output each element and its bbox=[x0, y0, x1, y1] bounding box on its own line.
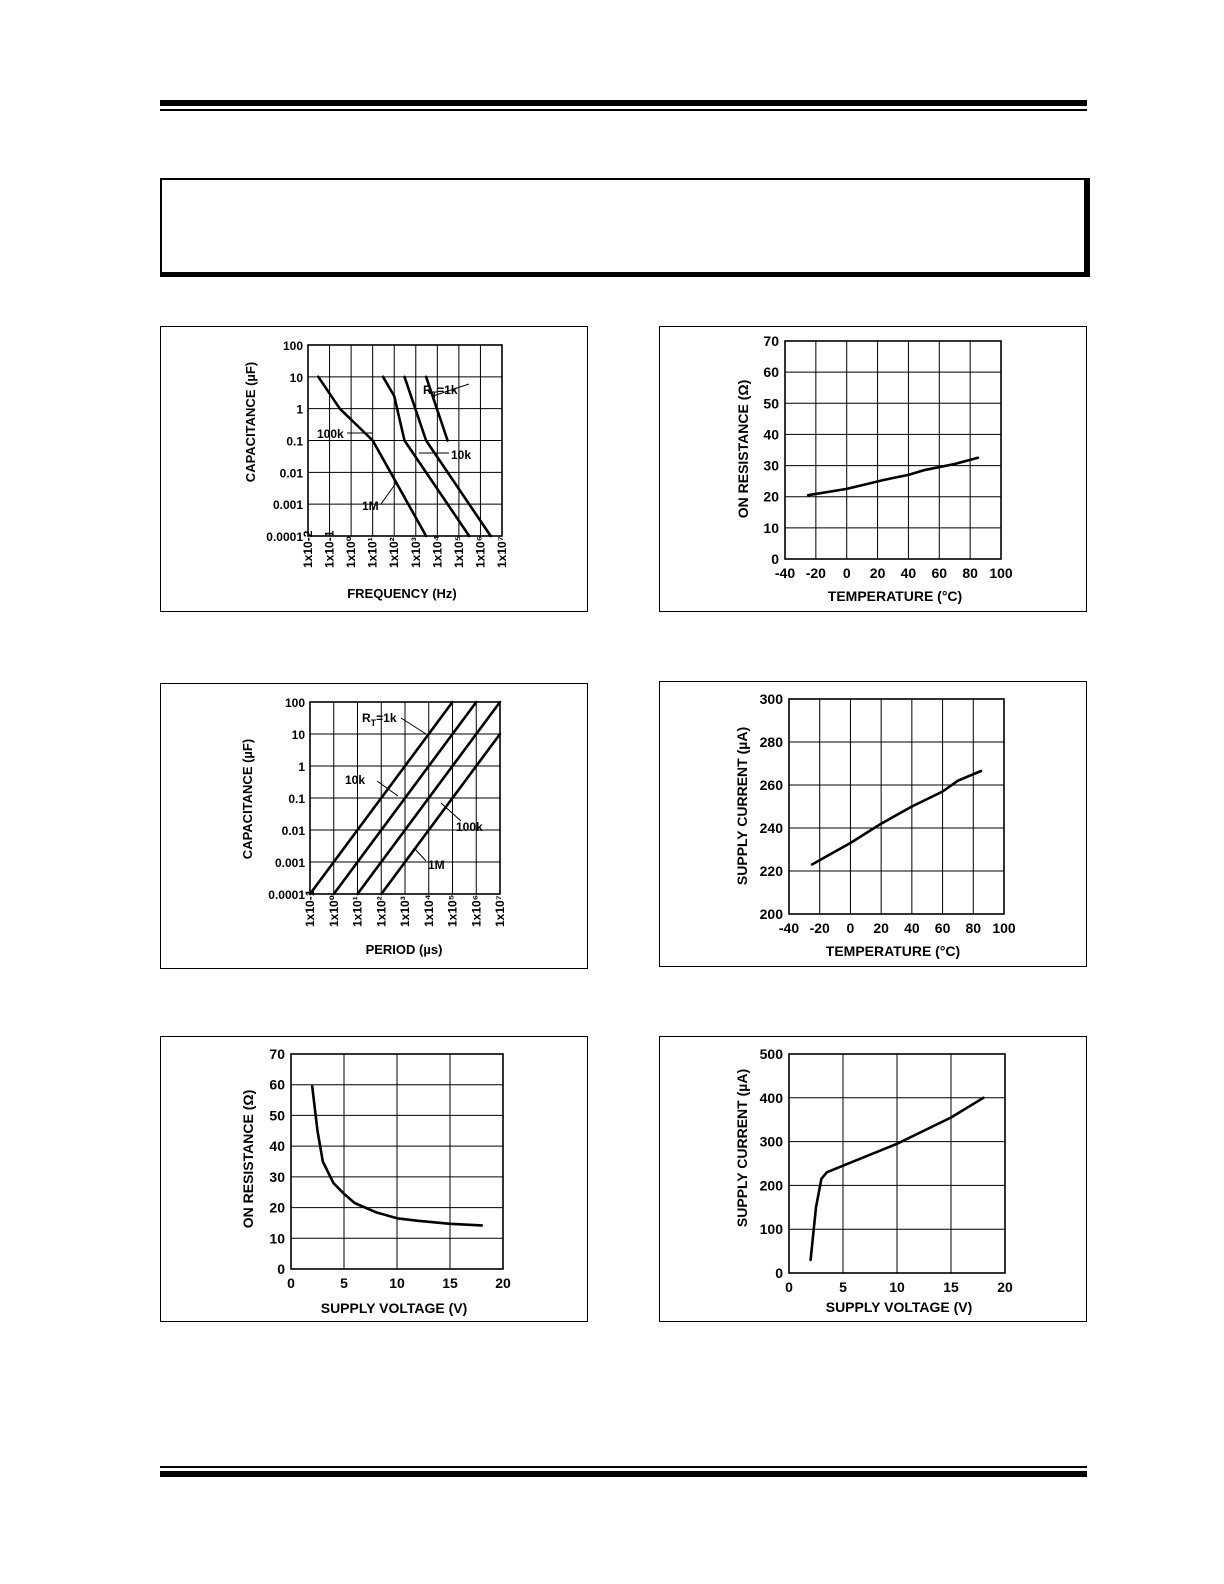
x-tick-label: 100 bbox=[989, 565, 1013, 581]
y-tick-label: 60 bbox=[763, 364, 779, 381]
x-tick-label: 1x10⁷ bbox=[495, 536, 509, 568]
y-tick-label: 0 bbox=[775, 1265, 783, 1281]
x-tick-label: 0 bbox=[287, 1275, 295, 1291]
header-rule-thin bbox=[160, 109, 1087, 111]
y-tick-label: 50 bbox=[269, 1107, 285, 1124]
y-tick-label: 50 bbox=[763, 395, 779, 412]
x-tick-label: 1x10⁷ bbox=[493, 895, 507, 927]
x-tick-label: 1x10-1 bbox=[322, 530, 337, 568]
y-tick-label: 20 bbox=[763, 488, 779, 505]
x-tick-label: -20 bbox=[809, 920, 830, 936]
annotation-label: $R_T=1k$ bbox=[362, 711, 397, 728]
annotation-label: $R_T=1k$ bbox=[423, 383, 458, 400]
x-tick-label: 10 bbox=[389, 1275, 405, 1291]
y-tick-label: 0.01 bbox=[281, 824, 305, 838]
y-tick-label: 100 bbox=[282, 339, 303, 353]
x-tick-label: 1x10² bbox=[374, 896, 389, 927]
axis-title-x: SUPPLY VOLTAGE (V) bbox=[825, 1299, 973, 1315]
y-tick-label: 0 bbox=[771, 551, 779, 567]
x-tick-label: 5 bbox=[839, 1279, 847, 1295]
y-tick-label: 400 bbox=[759, 1089, 783, 1106]
x-tick-label: 60 bbox=[934, 920, 951, 936]
annotation-label: 100k bbox=[317, 427, 344, 441]
y-tick-label: 10 bbox=[269, 1230, 285, 1247]
axis-title-x: FREQUENCY (Hz) bbox=[347, 586, 457, 601]
annotation-leader bbox=[377, 781, 398, 796]
y-tick-label: 0.01 bbox=[279, 466, 303, 481]
chart-capacitance-vs-period bbox=[161, 684, 587, 968]
header-box bbox=[160, 178, 1090, 277]
x-tick-label: 0 bbox=[785, 1279, 793, 1295]
x-tick-label: 80 bbox=[962, 565, 978, 581]
x-tick-label: 1x10⁶ bbox=[473, 535, 488, 568]
chart-panel-capacitance-vs-period bbox=[160, 683, 588, 969]
y-tick-label: 0 bbox=[277, 1261, 285, 1277]
x-tick-label: 1x10¹ bbox=[365, 537, 380, 568]
x-tick-label: 100 bbox=[992, 920, 1016, 936]
axis-title-y: CAPACITANCE (µF) bbox=[243, 361, 258, 483]
axis-title-x: TEMPERATURE (°C) bbox=[825, 943, 961, 959]
x-tick-label: 1x10³ bbox=[398, 896, 412, 927]
y-tick-label: 30 bbox=[269, 1168, 285, 1185]
annotation-label: 1M bbox=[428, 858, 445, 872]
y-tick-label: 1 bbox=[298, 760, 305, 774]
chart-on-resistance-vs-supply-voltage bbox=[161, 1037, 587, 1321]
axis-title-x: TEMPERATURE (°C) bbox=[827, 588, 963, 604]
x-tick-label: 60 bbox=[931, 565, 948, 581]
gridlines bbox=[789, 1054, 1005, 1273]
chart-panel-capacitance-vs-frequency bbox=[160, 326, 588, 612]
x-tick-label: 10 bbox=[889, 1279, 905, 1295]
annotation-label: 100k bbox=[456, 820, 483, 834]
y-tick-label: 40 bbox=[763, 426, 779, 443]
x-tick-label: 1x10⁰ bbox=[326, 895, 341, 927]
x-tick-label: 80 bbox=[965, 920, 982, 936]
axis-title-y: SUPPLY CURRENT (µA) bbox=[734, 726, 750, 886]
plot-frame bbox=[789, 699, 1004, 914]
footer-rule-thin bbox=[160, 1466, 1087, 1468]
x-tick-label: 1x10⁶ bbox=[469, 894, 484, 927]
y-tick-label: 300 bbox=[759, 691, 783, 707]
axis-title-y: SUPPLY CURRENT (µA) bbox=[734, 1068, 750, 1228]
header-rule-thick bbox=[160, 100, 1087, 106]
x-tick-label: 15 bbox=[943, 1279, 959, 1295]
y-tick-label: 100 bbox=[284, 696, 305, 710]
y-tick-label: 260 bbox=[759, 777, 783, 793]
y-tick-label: 200 bbox=[759, 1177, 783, 1194]
x-tick-label: -20 bbox=[805, 565, 826, 581]
x-tick-label: -40 bbox=[778, 920, 800, 936]
y-tick-label: 0.0001 bbox=[268, 888, 305, 902]
y-tick-label: 100 bbox=[759, 1221, 783, 1238]
x-tick-label: 20 bbox=[997, 1279, 1013, 1295]
y-tick-label: 200 bbox=[759, 906, 783, 922]
y-tick-label: 0.0001 bbox=[266, 530, 303, 544]
y-tick-label: 220 bbox=[759, 863, 783, 879]
y-tick-label: 0.001 bbox=[274, 856, 305, 870]
axis-title-y: ON RESISTANCE (Ω) bbox=[240, 1089, 256, 1229]
annotation-label: 10k bbox=[345, 773, 366, 787]
axis-title-x: PERIOD (µs) bbox=[365, 942, 443, 957]
x-tick-label: 0 bbox=[846, 920, 855, 936]
x-tick-label: 20 bbox=[869, 565, 886, 581]
series-line-0 bbox=[808, 458, 978, 495]
series-line-10k bbox=[405, 377, 491, 536]
x-tick-label: 1x10⁵ bbox=[445, 894, 460, 927]
x-tick-label: 1x10² bbox=[387, 537, 402, 568]
x-tick-label: -40 bbox=[774, 565, 796, 581]
y-tick-label: 500 bbox=[759, 1046, 783, 1062]
chart-panel-on-resistance-vs-temperature bbox=[659, 326, 1087, 612]
chart-on-resistance-vs-temperature bbox=[660, 327, 1086, 611]
annotation-leader bbox=[441, 803, 461, 821]
y-tick-label: 10 bbox=[763, 519, 779, 536]
y-tick-label: 10 bbox=[291, 728, 305, 742]
chart-supply-current-vs-supply-voltage bbox=[660, 1037, 1086, 1321]
axis-title-y: CAPACITANCE (µF) bbox=[240, 738, 255, 860]
chart-panel-supply-current-vs-temperature bbox=[659, 681, 1087, 967]
y-tick-label: 280 bbox=[759, 734, 783, 750]
annotation-label: 1M bbox=[362, 499, 379, 513]
x-tick-label: 5 bbox=[340, 1275, 348, 1291]
x-tick-label: 15 bbox=[442, 1275, 458, 1291]
chart-capacitance-vs-frequency bbox=[161, 327, 587, 611]
y-tick-label: 0.1 bbox=[288, 792, 305, 806]
axis-title-x: SUPPLY VOLTAGE (V) bbox=[320, 1300, 468, 1316]
x-tick-label: 20 bbox=[495, 1275, 511, 1291]
x-tick-label: 1x10⁰ bbox=[344, 536, 359, 568]
x-tick-label: 20 bbox=[873, 920, 889, 936]
plot-frame bbox=[785, 341, 1001, 559]
gridlines bbox=[785, 341, 1001, 559]
chart-panel-supply-current-vs-supply-voltage bbox=[659, 1036, 1087, 1322]
gridlines bbox=[789, 699, 1004, 914]
chart-supply-current-vs-temperature bbox=[660, 682, 1086, 966]
chart-panel-on-resistance-vs-supply-voltage bbox=[160, 1036, 588, 1322]
y-tick-label: 70 bbox=[269, 1046, 285, 1062]
x-tick-label: 1x10⁵ bbox=[451, 535, 466, 568]
y-tick-label: 20 bbox=[269, 1199, 285, 1216]
y-tick-label: 0.001 bbox=[272, 498, 303, 513]
x-tick-label: 1x10⁴ bbox=[430, 535, 445, 568]
footer-rule-thick bbox=[160, 1471, 1087, 1477]
x-tick-label: 1x10-2 bbox=[301, 530, 315, 568]
x-tick-label: 0 bbox=[842, 565, 851, 581]
x-tick-label: 1x10⁴ bbox=[421, 894, 436, 927]
annotation-leader bbox=[415, 849, 426, 861]
y-tick-label: 300 bbox=[759, 1133, 783, 1150]
x-tick-label: 40 bbox=[900, 565, 917, 581]
y-tick-label: 70 bbox=[763, 333, 779, 349]
x-tick-label: 40 bbox=[904, 920, 920, 936]
x-tick-label: 1x10¹ bbox=[350, 896, 365, 927]
axis-title-y: ON RESISTANCE (Ω) bbox=[735, 379, 751, 519]
y-tick-label: 60 bbox=[269, 1076, 285, 1093]
x-tick-label: 1x10³ bbox=[408, 537, 423, 568]
x-tick-label: 1x10-1 bbox=[303, 889, 317, 927]
y-tick-label: 30 bbox=[763, 457, 779, 474]
y-tick-label: 240 bbox=[759, 820, 783, 836]
y-tick-label: 0.1 bbox=[286, 434, 303, 449]
y-tick-label: 40 bbox=[269, 1138, 285, 1155]
annotation-label: 10k bbox=[451, 448, 472, 462]
y-tick-label: 1 bbox=[296, 402, 303, 417]
y-tick-label: 10 bbox=[289, 370, 303, 385]
